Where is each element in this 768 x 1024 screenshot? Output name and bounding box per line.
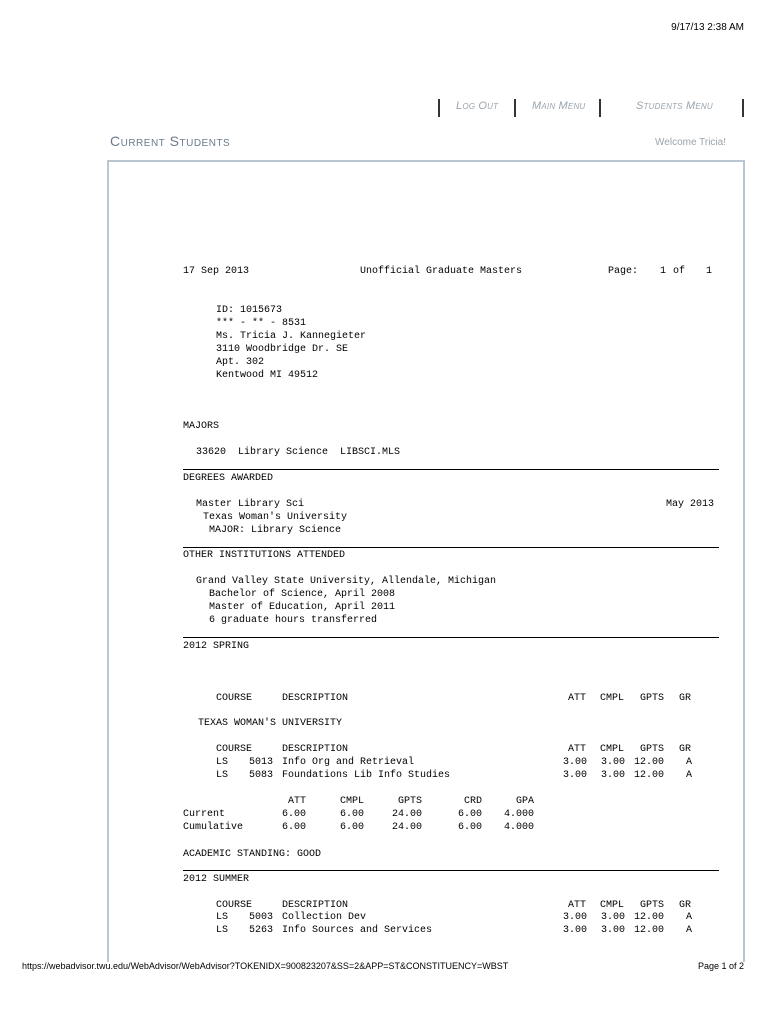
totals-cmpl: 6.00 (340, 822, 365, 833)
main-menu-link[interactable]: Main Menu (532, 100, 586, 112)
page-title: Current Students (110, 133, 231, 149)
page-of: of (673, 266, 686, 277)
student-ssn: *** - ** - 8531 (216, 318, 307, 329)
col-description: DESCRIPTION (282, 693, 349, 704)
course-cmpl: 3.00 (601, 757, 626, 768)
col-gr: GR (679, 693, 692, 704)
institution-name: TEXAS WOMAN'S UNIVERSITY (198, 718, 343, 729)
print-footer-url: https://webadvisor.twu.edu/WebAdvisor/WebAdvisor?TOKENIDX=900823207&SS=2&APP=ST&CONSTITUENCY=WBST (22, 961, 509, 971)
col-att: ATT (568, 900, 587, 911)
section-divider (183, 469, 719, 470)
degrees-heading: DEGREES AWARDED (183, 473, 274, 484)
course-cmpl: 3.00 (601, 912, 626, 923)
degree-major: MAJOR: Library Science (209, 525, 342, 536)
totals-col-gpa: GPA (516, 796, 535, 807)
col-gr: GR (679, 900, 692, 911)
student-id: ID: 1015673 (216, 305, 283, 316)
totals-gpa: 4.000 (504, 822, 535, 833)
col-att: ATT (568, 744, 587, 755)
col-gpts: GPTS (640, 744, 665, 755)
degree-name: Master Library Sci (196, 499, 305, 510)
student-address: 3110 Woodbridge Dr. SE (216, 344, 349, 355)
course-subject: LS (216, 770, 229, 781)
course-description: Info Org and Retrieval (282, 757, 415, 768)
section-divider (183, 547, 719, 548)
course-description: Info Sources and Services (282, 925, 433, 936)
major-line: 33620 Library Science LIBSCI.MLS (196, 447, 401, 458)
course-description: Foundations Lib Info Studies (282, 770, 451, 781)
other-institution-line: Bachelor of Science, April 2008 (209, 589, 396, 600)
course-number: 5083 (249, 770, 274, 781)
academic-standing: ACADEMIC STANDING: GOOD (183, 849, 322, 860)
course-cmpl: 3.00 (601, 925, 626, 936)
totals-cmpl: 6.00 (340, 809, 365, 820)
course-grade: A (686, 912, 693, 923)
col-description: DESCRIPTION (282, 900, 349, 911)
log-out-link[interactable]: Log Out (456, 100, 499, 112)
student-city: Kentwood MI 49512 (216, 370, 319, 381)
col-course: COURSE (216, 744, 253, 755)
totals-gpa: 4.000 (504, 809, 535, 820)
degree-date: May 2013 (666, 499, 715, 510)
col-cmpl: CMPL (600, 693, 625, 704)
students-menu-link[interactable]: Students Menu (636, 100, 713, 112)
col-cmpl: CMPL (600, 900, 625, 911)
report-title: Unofficial Graduate Masters (360, 266, 523, 277)
welcome-message: Welcome Tricia! (655, 137, 726, 148)
page-label: Page: (608, 266, 639, 277)
course-att: 3.00 (563, 925, 588, 936)
course-number: 5013 (249, 757, 274, 768)
student-address: Apt. 302 (216, 357, 265, 368)
totals-crd: 6.00 (458, 809, 483, 820)
other-institution-line: 6 graduate hours transferred (209, 615, 378, 626)
course-grade: A (686, 925, 693, 936)
print-timestamp: 9/17/13 2:38 AM (671, 22, 744, 33)
course-gpts: 12.00 (634, 912, 665, 923)
term-heading: 2012 SPRING (183, 641, 250, 652)
course-description: Collection Dev (282, 912, 367, 923)
course-gpts: 12.00 (634, 925, 665, 936)
course-gpts: 12.00 (634, 770, 665, 781)
col-gpts: GPTS (640, 900, 665, 911)
report-date: 17 Sep 2013 (183, 266, 250, 277)
course-att: 3.00 (563, 757, 588, 768)
degree-school: Texas Woman's University (203, 512, 348, 523)
term-heading: 2012 SUMMER (183, 874, 250, 885)
course-grade: A (686, 757, 693, 768)
other-institution-line: Master of Education, April 2011 (209, 602, 396, 613)
totals-col-att: ATT (288, 796, 307, 807)
totals-col-cmpl: CMPL (340, 796, 365, 807)
page-total: 1 (706, 266, 713, 277)
col-att: ATT (568, 693, 587, 704)
section-divider (183, 637, 719, 638)
col-description: DESCRIPTION (282, 744, 349, 755)
student-name: Ms. Tricia J. Kannegieter (216, 331, 367, 342)
course-number: 5263 (249, 925, 274, 936)
totals-col-crd: CRD (464, 796, 483, 807)
col-gr: GR (679, 744, 692, 755)
section-divider (183, 870, 719, 871)
totals-gpts: 24.00 (392, 809, 423, 820)
totals-crd: 6.00 (458, 822, 483, 833)
other-institution-line: Grand Valley State University, Allendale, Michigan (196, 576, 497, 587)
course-subject: LS (216, 757, 229, 768)
print-footer-page: Page 1 of 2 (697, 961, 744, 971)
col-course: COURSE (216, 693, 253, 704)
totals-col-gpts: GPTS (398, 796, 423, 807)
page-number: 1 (660, 266, 667, 277)
totals-att: 6.00 (282, 809, 307, 820)
course-cmpl: 3.00 (601, 770, 626, 781)
other-institutions-heading: OTHER INSTITUTIONS ATTENDED (183, 550, 346, 561)
totals-row-label: Cumulative (183, 822, 244, 833)
course-subject: LS (216, 912, 229, 923)
majors-heading: MAJORS (183, 421, 220, 432)
totals-att: 6.00 (282, 822, 307, 833)
totals-gpts: 24.00 (392, 822, 423, 833)
totals-row-label: Current (183, 809, 226, 820)
course-gpts: 12.00 (634, 757, 665, 768)
col-cmpl: CMPL (600, 744, 625, 755)
course-number: 5003 (249, 912, 274, 923)
course-att: 3.00 (563, 770, 588, 781)
course-subject: LS (216, 925, 229, 936)
col-course: COURSE (216, 900, 253, 911)
course-grade: A (686, 770, 693, 781)
course-att: 3.00 (563, 912, 588, 923)
col-gpts: GPTS (640, 693, 665, 704)
